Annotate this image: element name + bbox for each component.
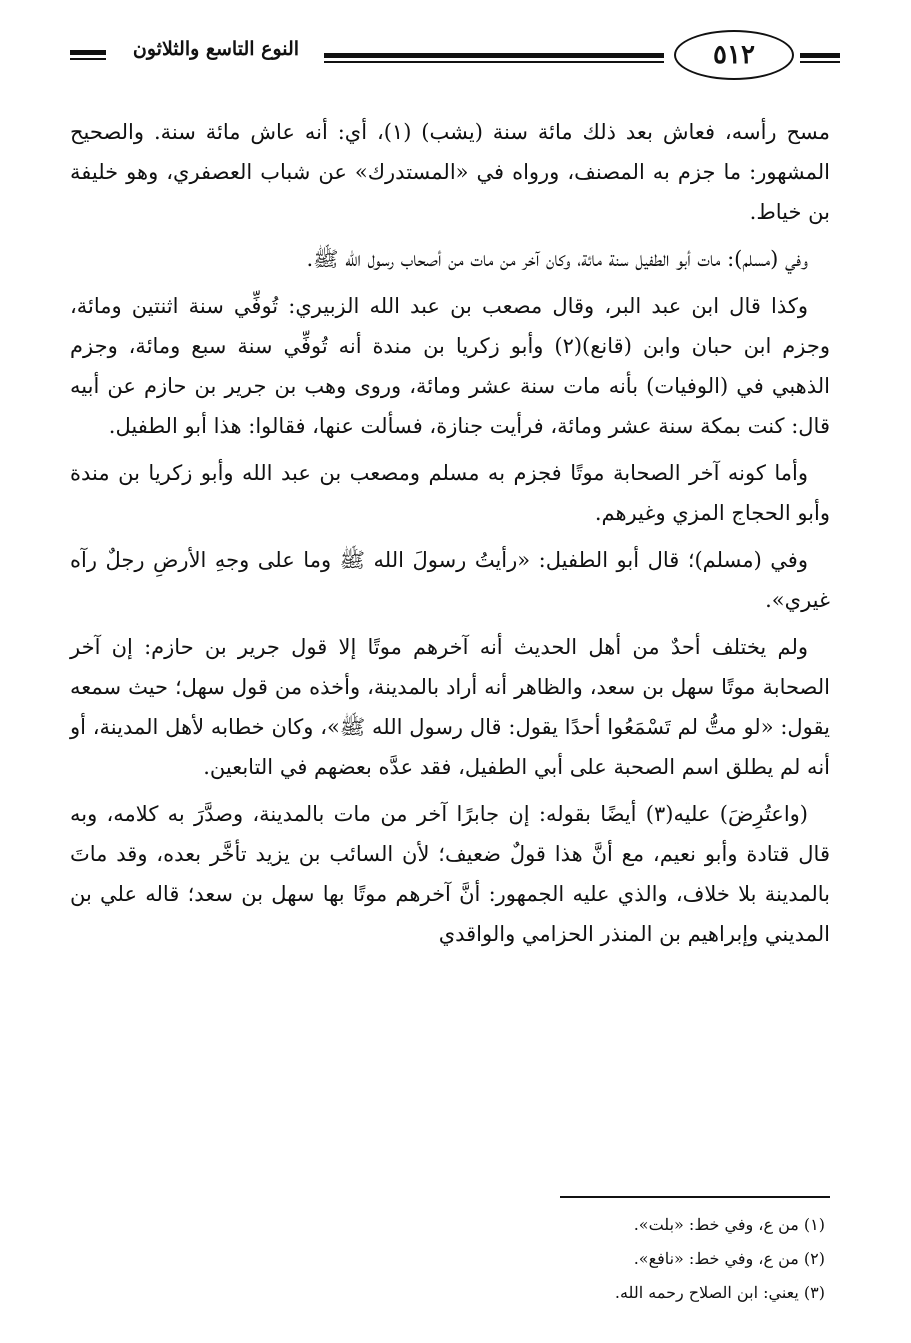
paragraph: وكذا قال ابن عبد البر، وقال مصعب بن عبد الله الزبيري: تُوفِّي سنة اثنتين ومائة، وجزم ابن حبان وابن (قانع)(٢) وأبو زكريا بن مندة أنه تُوفِّي سنة سبع ومائة، وجزم الذهبي في (الوفيات) بأنه مات سنة عشر ومائة، وروى وهب بن جرير بن حازم عن أبيه قال: كنت بمكة سنة عشر ومائة، فرأيت جنازة، فسألت عنها، فقالوا: هذا أبو الطفيل. [70,294,830,438]
paragraph: وفي (مسلم): مات أبو الطفيل سنة مائة، وكان آخر من مات من أصحاب رسول الله ﷺ. [306,247,808,271]
paragraph: مسح رأسه، فعاش بعد ذلك مائة سنة (يشب) (١)، أي: أنه عاش مائة سنة. والصحيح المشهور: ما جزم به المصنف، ورواه في «المستدرك» عن شباب العصفري، وهو خليفة بن خياط. [70,120,830,224]
paragraph: (واعتُرِضَ) عليه(٣) أيضًا بقوله: إن جابرًا آخر من مات بالمدينة، وصدَّرَ به كلامه، وبه قال قتادة وأبو نعيم، مع أنَّ هذا قولٌ ضعيف؛ لأن السائب بن يزيد تأخَّر بعده، وقد ماتَ بالمدينة بلا خلاف، والذي عليه الجمهور: أنَّ آخرهم موتًا بها سهل بن سعد؛ قاله علي بن المديني وإبراهيم بن المنذر الحزامي والواقدي [70,802,830,946]
footnote: (١) من ع، وفي خط: «بلت». [633,1215,825,1234]
chapter-title: النوع التاسع والثلاثون [132,38,300,60]
page-header [60,26,850,88]
paragraph: وفي (مسلم)؛ قال أبو الطفيل: «رأيتُ رسولَ الله ﷺ وما على وجهِ الأرضِ رجلٌ رآه غيري». [70,548,830,612]
header-rule-left [70,50,106,55]
header-rule-right-thin [800,61,840,63]
paragraph: وأما كونه آخر الصحابة موتًا فجزم به مسلم ومصعب بن عبد الله وأبو زكريا بن مندة وأبو الحجاج المزي وغيرهم. [70,461,830,525]
main-text [70,112,830,961]
footnote-divider [560,1196,830,1198]
page-number: ٥١٢ [674,30,794,80]
paragraph: ولم يختلف أحدٌ من أهل الحديث أنه آخرهم موتًا إلا قول جرير بن حازم: إن آخر الصحابة موتًا سهل بن سعد، والظاهر أنه أراد بالمدينة، وأخذه من قول سهل؛ حيث سمعه يقول: «لو متُّ لم تَسْمَعُوا أحدًا يقول: قال رسول الله ﷺ»، وكان خطابه لأهل المدينة، أو أنه لم يطلق اسم الصحبة على أبي الطفيل، فقد عدَّه بعضهم في التابعين. [70,635,830,779]
header-rule-middle [324,53,664,58]
footnote: (٣) يعني: ابن الصلاح رحمه الله. [614,1283,825,1302]
header-rule-middle-thin [324,61,664,63]
header-rule-right [800,53,840,58]
footnotes [470,1208,825,1310]
footnote: (٢) من ع، وفي خط: «نافع». [633,1249,825,1268]
header-rule-left-thin [70,58,106,60]
